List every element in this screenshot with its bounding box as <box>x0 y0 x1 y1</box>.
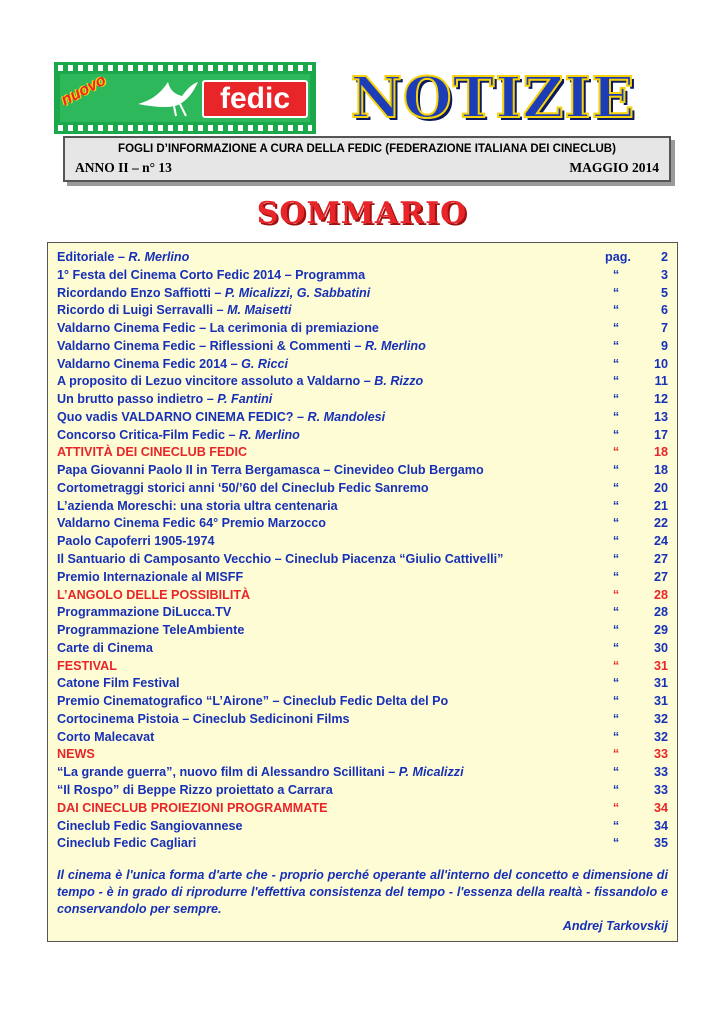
toc-page-mark: “ <box>612 285 620 300</box>
toc-page-number: 24 <box>653 534 668 549</box>
nuovo-label: nuovo <box>58 71 109 110</box>
toc-title-text: Papa Giovanni Paolo II in Terra Bergamasca – Cinevideo Club Bergamo <box>57 463 484 478</box>
toc-title <box>57 818 242 836</box>
sommario-heading: SOMMARIO <box>256 196 468 231</box>
toc-page-number: 32 <box>653 729 668 744</box>
toc-page-number: 35 <box>653 836 668 851</box>
toc-row[interactable] <box>57 658 668 676</box>
toc-title <box>57 302 291 320</box>
toc-title <box>57 267 365 285</box>
toc-title-text: Cineclub Fedic Cagliari <box>57 836 197 851</box>
toc-page-number: 22 <box>653 516 668 531</box>
toc-title <box>57 373 423 391</box>
toc-title <box>57 569 243 587</box>
toc-list <box>57 249 668 853</box>
toc-row[interactable] <box>57 480 668 498</box>
toc-page-mark: pag. <box>605 250 631 264</box>
quote-text: Il cinema è l'unica forma d'arte che - proprio perché operante all'interno del concetto e dimensione di tempo - è in grado di riprodurre l'effettiva consistenza del tempo - l'essenza della realtà - fissandolo e conservandolo per sempre. <box>57 868 668 916</box>
toc-title <box>57 427 300 445</box>
toc-page-number: 6 <box>660 303 668 318</box>
toc-title-text: Cortocinema Pistoia – Cineclub Sedicinoni Films <box>57 711 350 726</box>
toc-title-text: Premio Internazionale al MISFF <box>57 569 244 584</box>
notizie-title: NOTIZIE <box>350 65 636 131</box>
toc-title-text: “Il Rospo” di Beppe Rizzo proiettato a Carrara <box>57 782 333 797</box>
toc-row[interactable] <box>57 622 668 640</box>
toc-title <box>57 711 350 729</box>
toc-author: B. Rizzo <box>374 374 424 389</box>
issue-info-box <box>63 136 671 182</box>
toc-title <box>57 515 326 533</box>
film-perforations-top <box>58 65 312 71</box>
toc-row[interactable] <box>57 782 668 800</box>
toc-author: G. Ricci <box>241 356 288 371</box>
toc-page-mark: “ <box>612 392 620 407</box>
toc-page-number: 32 <box>653 711 668 726</box>
toc-page-number: 18 <box>653 445 668 460</box>
toc-title-text: DAI CINECLUB PROIEZIONI PROGRAMMATE <box>57 800 328 815</box>
toc-title <box>57 462 484 480</box>
toc-row[interactable] <box>57 320 668 338</box>
toc-row[interactable] <box>57 800 668 818</box>
toc-page-number: 17 <box>653 427 668 442</box>
toc-page-number: 33 <box>653 782 668 797</box>
toc-title <box>57 285 370 303</box>
toc-row[interactable] <box>57 711 668 729</box>
toc-title <box>57 444 247 462</box>
toc-author: P. Micalizzi, G. Sabbatini <box>224 285 371 300</box>
toc-title-text: Quo vadis VALDARNO CINEMA FEDIC? – <box>57 409 308 424</box>
toc-row[interactable] <box>57 729 668 747</box>
toc-page-mark: “ <box>612 445 620 460</box>
toc-page-number: 27 <box>653 552 668 567</box>
toc-page-mark: “ <box>612 765 620 780</box>
toc-title-text: Valdarno Cinema Fedic 2014 – <box>57 356 242 371</box>
toc-title-text: Cineclub Fedic Sangiovannese <box>57 818 243 833</box>
toc-author: R. Merlino <box>238 427 300 442</box>
toc-title <box>57 587 250 605</box>
toc-row[interactable] <box>57 746 668 764</box>
toc-author: R. Mandolesi <box>307 409 386 424</box>
toc-page-mark: “ <box>612 498 620 513</box>
toc-page-mark: “ <box>612 374 620 389</box>
toc-title-text: Valdarno Cinema Fedic – Riflessioni & Commenti – <box>57 338 365 353</box>
toc-page-number: 34 <box>653 800 668 815</box>
toc-row[interactable] <box>57 249 668 267</box>
toc-row[interactable] <box>57 373 668 391</box>
toc-page-number: 12 <box>653 392 668 407</box>
toc-page-mark: “ <box>612 480 620 495</box>
toc-author: M. Maisetti <box>227 303 292 318</box>
toc-page-number: 31 <box>653 658 668 673</box>
toc-title <box>57 551 503 569</box>
toc-page-number: 11 <box>654 374 668 389</box>
toc-page-mark: “ <box>612 836 620 851</box>
film-perforations-bottom <box>58 125 312 131</box>
toc-page-number: 28 <box>653 587 668 602</box>
toc-title <box>57 835 196 853</box>
toc-title-text: Il Santuario di Camposanto Vecchio – Cineclub Piacenza “Giulio Cattivelli” <box>57 552 504 567</box>
masthead <box>54 62 670 134</box>
toc-page-mark: “ <box>612 729 620 744</box>
toc-author: R. Merlino <box>364 338 426 353</box>
quote-author: Andrej Tarkovskij <box>562 919 668 933</box>
toc-page-number: 27 <box>653 569 668 584</box>
toc-page-mark: “ <box>612 782 620 797</box>
publication-subtitle: FOGLI D’INFORMAZIONE A CURA DELLA FEDIC (FEDERAZIONE ITALIANA DEI CINECLUB) <box>118 143 616 155</box>
toc-page-number: 20 <box>653 480 668 495</box>
toc-row[interactable] <box>57 640 668 658</box>
toc-page-mark: “ <box>612 711 620 726</box>
toc-page-number: 33 <box>653 747 668 762</box>
toc-page-number: 2 <box>660 250 668 264</box>
toc-title-text: L’azienda Moreschi: una storia ultra centenaria <box>57 498 338 513</box>
toc-page-number: 34 <box>653 818 668 833</box>
toc-row[interactable] <box>57 604 668 622</box>
toc-title <box>57 675 179 693</box>
toc-row[interactable] <box>57 587 668 605</box>
toc-title <box>57 480 429 498</box>
toc-page-number: 13 <box>653 409 668 424</box>
toc-page-mark: “ <box>612 694 620 709</box>
toc-title <box>57 338 426 356</box>
toc-page-mark: “ <box>612 569 620 584</box>
toc-title <box>57 693 448 711</box>
toc-row[interactable] <box>57 693 668 711</box>
toc-author: P. Micalizzi <box>398 765 464 780</box>
toc-row[interactable] <box>57 462 668 480</box>
toc-row[interactable] <box>57 835 668 853</box>
toc-title <box>57 391 272 409</box>
toc-page-number: 31 <box>653 676 668 691</box>
toc-title-text: Catone Film Festival <box>57 676 180 691</box>
toc-page-number: 29 <box>653 623 668 638</box>
toc-title <box>57 498 338 516</box>
toc-title-text: A proposito di Lezuo vincitore assoluto a Valdarno – <box>57 374 375 389</box>
toc-title-text: NEWS <box>57 747 95 762</box>
toc-page-mark: “ <box>612 552 620 567</box>
toc-row[interactable] <box>57 444 668 462</box>
toc-page-number: 10 <box>653 356 668 371</box>
toc-title <box>57 640 153 658</box>
toc-row[interactable] <box>57 498 668 516</box>
toc-row[interactable] <box>57 551 668 569</box>
toc-title-text: FESTIVAL <box>57 658 117 673</box>
toc-title-text: 1° Festa del Cinema Corto Fedic 2014 – Programma <box>57 267 366 282</box>
toc-row[interactable] <box>57 409 668 427</box>
toc-title-text: Valdarno Cinema Fedic 64° Premio Marzocco <box>57 516 326 531</box>
toc-row[interactable] <box>57 267 668 285</box>
toc-title-text: Premio Cinematografico “L’Airone” – Cineclub Fedic Delta del Po <box>57 694 449 709</box>
toc-row[interactable] <box>57 569 668 587</box>
toc-title-text: “La grande guerra”, nuovo film di Alessandro Scillitani – <box>57 765 399 780</box>
table-of-contents <box>47 242 678 942</box>
toc-page-number: 33 <box>653 765 668 780</box>
toc-page-mark: “ <box>612 800 620 815</box>
toc-page-mark: “ <box>612 818 620 833</box>
toc-page-mark: “ <box>612 516 620 531</box>
toc-page-mark: “ <box>612 623 620 638</box>
toc-title <box>57 782 333 800</box>
toc-title <box>57 800 328 818</box>
toc-title-text: Cortometraggi storici anni ‘50/’60 del Cineclub Fedic Sanremo <box>57 480 429 495</box>
toc-title <box>57 764 464 782</box>
toc-title-text: Carte di Cinema <box>57 640 153 655</box>
toc-page-number: 21 <box>653 498 668 513</box>
toc-page-mark: “ <box>612 587 620 602</box>
toc-page-mark: “ <box>612 303 620 318</box>
toc-title-text: Corto Malecavat <box>57 729 155 744</box>
toc-page-mark: “ <box>612 605 620 620</box>
toc-title <box>57 729 154 747</box>
toc-title <box>57 604 231 622</box>
toc-title <box>57 658 117 676</box>
toc-row[interactable] <box>57 533 668 551</box>
toc-row[interactable] <box>57 818 668 836</box>
toc-page-number: 18 <box>653 463 668 478</box>
toc-page-mark: “ <box>612 747 620 762</box>
toc-title-text: Concorso Critica-Film Fedic – <box>57 427 239 442</box>
toc-page-mark: “ <box>612 321 620 336</box>
toc-page-number: 5 <box>660 285 668 300</box>
toc-page-number: 31 <box>653 694 668 709</box>
toc-row[interactable] <box>57 356 668 374</box>
toc-title <box>57 746 95 764</box>
toc-page-mark: “ <box>612 356 620 371</box>
toc-title-text: L’ANGOLO DELLE POSSIBILITÀ <box>57 587 251 602</box>
toc-title <box>57 533 215 551</box>
issue-number: ANNO II – n° 13 <box>75 160 172 175</box>
toc-row[interactable] <box>57 427 668 445</box>
toc-row[interactable] <box>57 675 668 693</box>
toc-page-number: 7 <box>660 321 668 336</box>
toc-page-number: 30 <box>653 640 668 655</box>
toc-page-number: 9 <box>660 338 668 353</box>
toc-row[interactable] <box>57 338 668 356</box>
toc-author: R. Merlino <box>128 250 190 264</box>
toc-page-mark: “ <box>612 409 620 424</box>
issue-date: MAGGIO 2014 <box>569 160 659 175</box>
toc-title <box>57 320 379 338</box>
toc-row[interactable] <box>57 764 668 782</box>
toc-page-mark: “ <box>612 427 620 442</box>
toc-title-text: Editoriale – <box>57 250 129 264</box>
toc-title <box>57 356 288 374</box>
toc-page-mark: “ <box>612 534 620 549</box>
toc-page-mark: “ <box>612 338 620 353</box>
heron-icon <box>134 74 204 118</box>
toc-title <box>57 409 385 427</box>
toc-page-mark: “ <box>612 463 620 478</box>
toc-row[interactable] <box>57 515 668 533</box>
fedic-logo <box>54 62 316 134</box>
toc-author: P. Fantini <box>217 392 273 407</box>
toc-row[interactable] <box>57 302 668 320</box>
toc-page-mark: “ <box>612 676 620 691</box>
toc-row[interactable] <box>57 285 668 303</box>
toc-page-mark: “ <box>612 640 620 655</box>
toc-title-text: Programmazione DiLucca.TV <box>57 605 232 620</box>
toc-title <box>57 622 244 640</box>
toc-title-text: Ricordando Enzo Saffiotti – <box>57 285 225 300</box>
toc-page-mark: “ <box>612 267 620 282</box>
toc-page-mark: “ <box>612 658 620 673</box>
toc-title-text: Paolo Capoferri 1905-1974 <box>57 534 215 549</box>
toc-row[interactable] <box>57 391 668 409</box>
toc-title <box>57 249 189 267</box>
toc-page-number: 28 <box>653 605 668 620</box>
toc-page-number: 3 <box>660 267 668 282</box>
toc-title-text: Ricordo di Luigi Serravalli – <box>57 303 228 318</box>
toc-title-text: ATTIVITÀ DEI CINECLUB FEDIC <box>57 445 248 460</box>
toc-title-text: Programmazione TeleAmbiente <box>57 623 245 638</box>
toc-title-text: Valdarno Cinema Fedic – La cerimonia di premiazione <box>57 321 379 336</box>
fedic-wordmark: fedic <box>202 80 308 118</box>
toc-title-text: Un brutto passo indietro – <box>57 392 218 407</box>
